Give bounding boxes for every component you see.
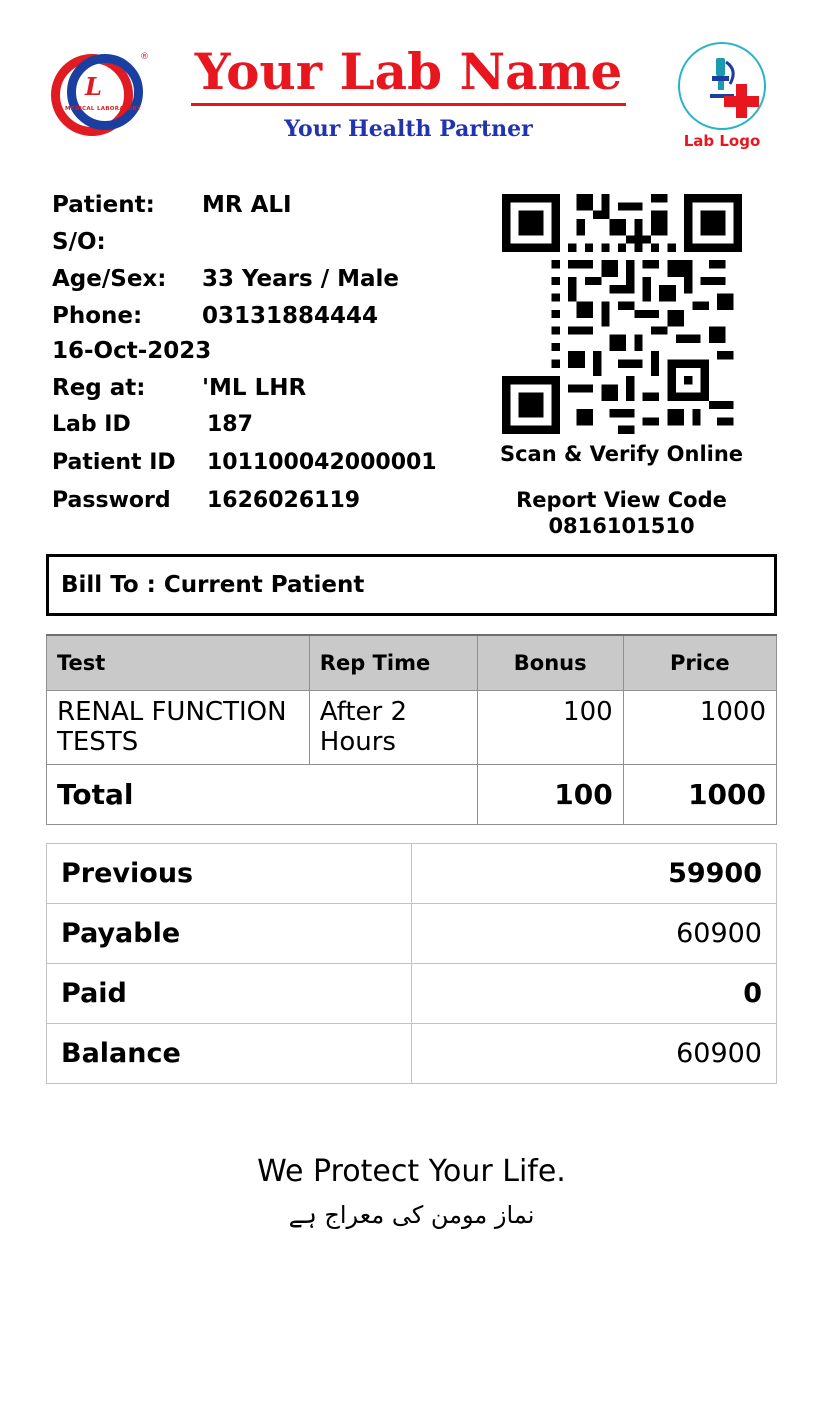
lab-logo-label: Lab Logo — [683, 132, 761, 150]
summary-value-paid: 0 — [412, 963, 777, 1023]
patient-name-label: Patient: — [52, 192, 155, 218]
registered-trademark-icon: ® — [140, 52, 149, 62]
reg-at-label: Reg at: — [52, 375, 146, 401]
logo-monogram-letter: L — [85, 72, 102, 101]
bill-to-box — [46, 554, 777, 616]
lab-name: Your Lab Name — [191, 46, 627, 106]
table-row — [47, 690, 777, 764]
patient-name-value: MR ALI — [202, 192, 292, 218]
patient-info-area — [46, 192, 777, 538]
report-date-value: 16-Oct-2023 — [52, 338, 212, 364]
report-header — [46, 40, 777, 170]
total-bonus: 100 — [477, 764, 623, 824]
patient-row-regat — [52, 375, 466, 401]
lab-id-label: Lab ID — [52, 412, 131, 437]
column-header-rep-time: Rep Time — [309, 635, 477, 690]
patient-row-so — [52, 229, 466, 255]
lab-logo-right — [667, 40, 777, 150]
patient-row-date — [52, 338, 466, 364]
summary-label-payable: Payable — [47, 903, 412, 963]
cell-price: 1000 — [623, 690, 776, 764]
summary-label-previous: Previous — [47, 843, 412, 903]
logo-subtext: MEDICAL LABORATORY — [65, 106, 141, 112]
summary-row-previous — [47, 843, 777, 903]
lab-id-value: 187 — [207, 412, 253, 437]
patient-row-agesex — [52, 266, 466, 292]
patient-phone-value: 03131884444 — [202, 303, 379, 329]
lab-tagline: Your Health Partner — [284, 115, 533, 142]
summary-row-balance — [47, 1023, 777, 1083]
qr-area — [466, 192, 777, 538]
tests-table-total-row — [47, 764, 777, 824]
patient-row-patientid — [52, 450, 466, 475]
microscope-icon — [678, 42, 766, 130]
cell-rep-time: After 2 Hours — [309, 690, 477, 764]
patient-row-labid — [52, 412, 466, 437]
lab-logo-left — [46, 40, 150, 144]
summary-row-paid — [47, 963, 777, 1023]
qr-code-icon — [502, 194, 742, 434]
cell-bonus: 100 — [477, 690, 623, 764]
tests-table-header-row — [47, 635, 777, 690]
report-view-code-value: 0816101510 — [548, 514, 695, 538]
column-header-test: Test — [47, 635, 310, 690]
summary-label-balance: Balance — [47, 1023, 412, 1083]
password-label: Password — [52, 488, 171, 513]
logo-ring-blue — [67, 54, 143, 130]
reg-at-value: 'ML LHR — [202, 375, 307, 401]
bill-to-text: Bill To : Current Patient — [61, 572, 365, 598]
patient-agesex-label: Age/Sex: — [52, 266, 167, 292]
summary-row-payable — [47, 903, 777, 963]
qr-caption: Scan & Verify Online — [499, 442, 744, 466]
patient-row-name — [52, 192, 466, 218]
patient-row-password — [52, 488, 466, 513]
medical-cross-icon-horizontal — [724, 96, 759, 107]
patient-agesex-value: 33 Years / Male — [202, 266, 400, 292]
lab-monogram-icon — [51, 50, 149, 144]
footer-tagline: We Protect Your Life. — [257, 1153, 566, 1189]
summary-table — [46, 843, 777, 1084]
patient-details — [46, 192, 466, 538]
summary-value-balance: 60900 — [412, 1023, 777, 1083]
cell-test-name: RENAL FUNCTION TESTS — [47, 690, 310, 764]
report-footer — [46, 1154, 777, 1229]
column-header-price: Price — [623, 635, 776, 690]
lab-title-block — [150, 40, 667, 142]
total-price: 1000 — [623, 764, 776, 824]
password-value: 1626026119 — [207, 488, 361, 513]
summary-label-paid: Paid — [47, 963, 412, 1023]
report-view-code-label: Report View Code — [516, 488, 727, 512]
patient-phone-label: Phone: — [52, 303, 143, 329]
column-header-bonus: Bonus — [477, 635, 623, 690]
footer-urdu-text: نماز مومن کی معراج ہے — [288, 1200, 535, 1229]
total-label: Total — [47, 764, 478, 824]
patient-id-value: 101100042000001 — [207, 450, 437, 475]
tests-table — [46, 634, 777, 825]
patient-so-label: S/O: — [52, 229, 106, 255]
summary-value-payable: 60900 — [412, 903, 777, 963]
patient-row-phone — [52, 303, 466, 329]
patient-id-label: Patient ID — [52, 450, 176, 475]
summary-value-previous: 59900 — [412, 843, 777, 903]
